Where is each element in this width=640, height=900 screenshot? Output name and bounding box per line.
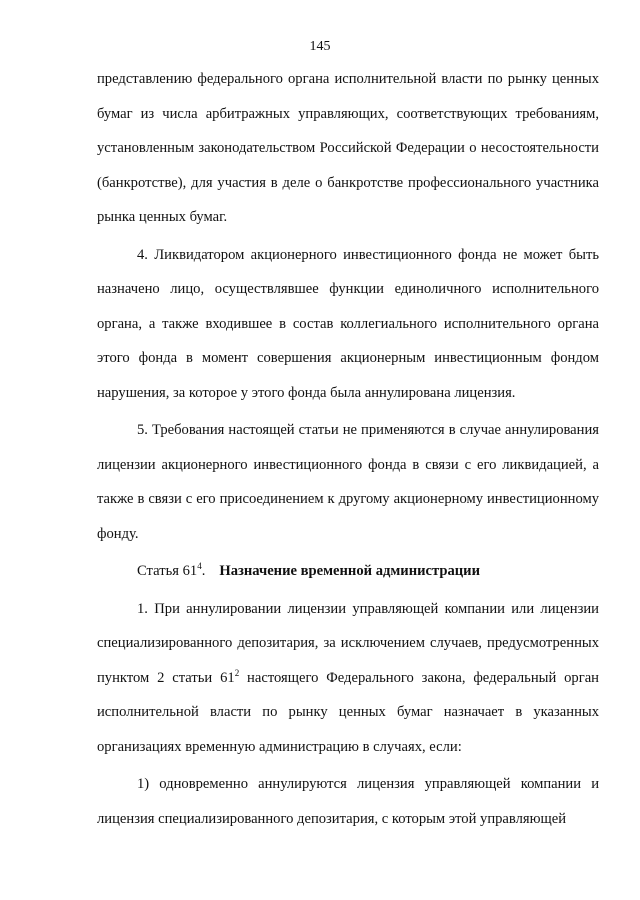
article-title: Назначение временной администрации	[219, 563, 481, 579]
document-body	[97, 62, 599, 836]
article-heading	[97, 554, 599, 589]
paragraph-continuation: представлению федерального органа исполнительной власти по рынку ценных бумаг из числа арбитражных управляющих, соответствующих требованиям, установленным законодательством Российской Федерации о несостоятельности (банкротстве), для участия в деле о банкротстве профессионального участника рынка ценных бумаг.	[97, 71, 599, 225]
paragraph-5: 5. Требования настоящей статьи не применяются в случае аннулирования лицензии акционерного инвестиционного фонда в связи с его ликвидацией, а также в связи с его присоединением к другому акционерному инвестиционному фонду.	[97, 422, 599, 542]
article-paragraph-1-before: 1. При аннулировании лицензии управляющей компании или лицензии специализированного депозитария, за исключением случаев, предусмотренных пунктом 2 статьи 61	[97, 600, 599, 686]
article-label: Статья 61	[137, 563, 198, 579]
article-superscript: 4	[197, 561, 202, 571]
article-paragraph-1	[97, 592, 599, 765]
article-reference-superscript: 2	[234, 667, 240, 678]
paragraph-4: 4. Ликвидатором акционерного инвестиционного фонда не может быть назначено лицо, осуществлявшее функции единоличного исполнительного органа, а также входившее в состав коллегиального исполнительного органа этого фонда в момент совершения акционерным инвестиционным фондом нарушения, за которое у этого фонда была аннулирована лицензия.	[97, 246, 599, 401]
article-subparagraph-1: 1) одновременно аннулируются лицензия управляющей компании и лицензия специализированного депозитария, с которым этой управляющей	[97, 776, 599, 827]
article-paragraph-1-after: настоящего Федерального закона, федеральный орган исполнительной власти по рынку ценных бумаг назначает в указанных организациях временную администрацию в случаях, если:	[97, 669, 599, 755]
article-label-suffix: .	[201, 563, 206, 579]
page-number: 145	[309, 39, 331, 54]
